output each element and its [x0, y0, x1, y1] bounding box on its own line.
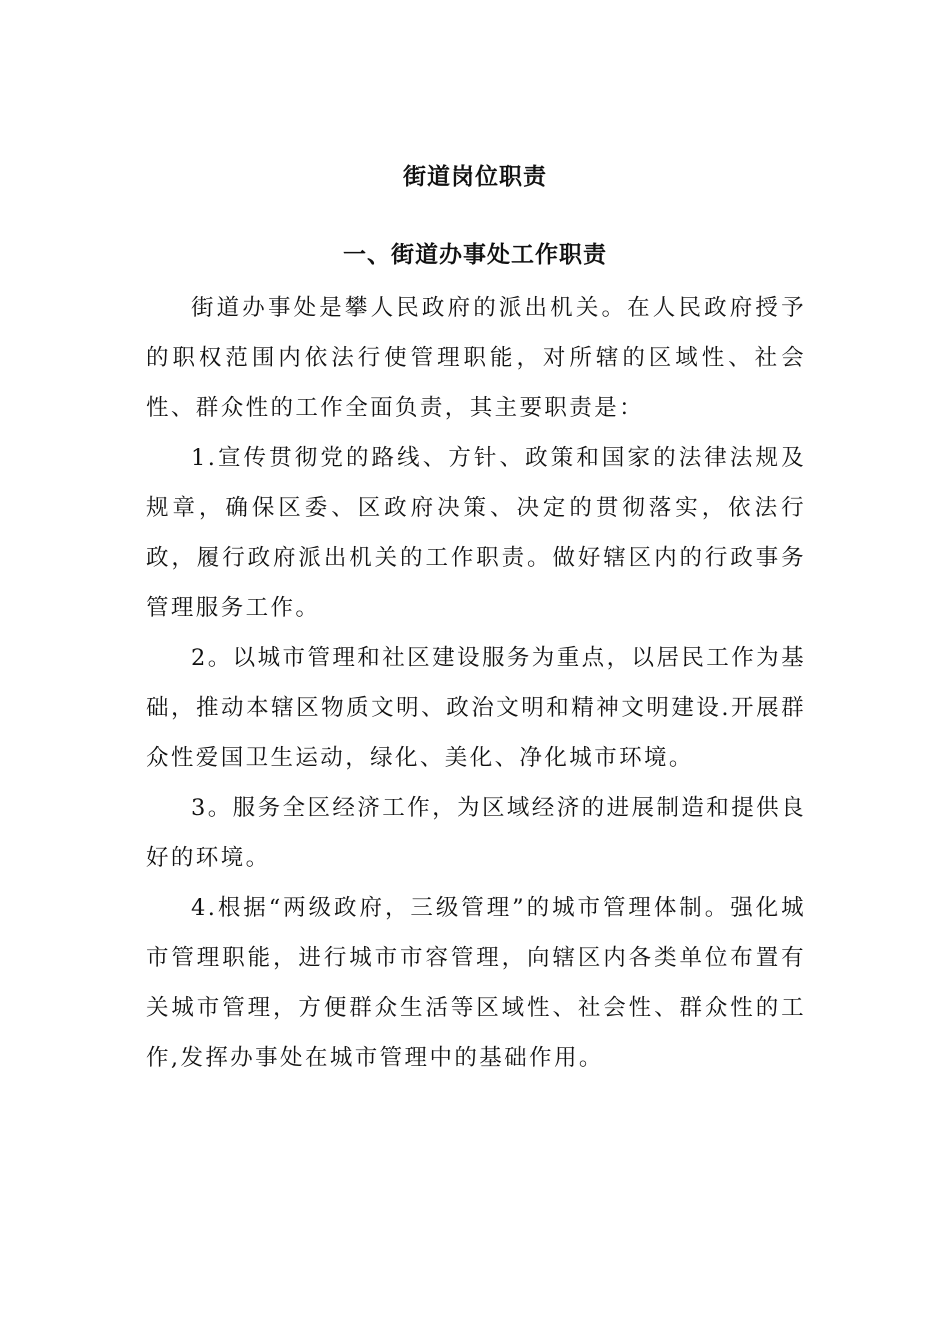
- document-title: 街道岗位职责: [403, 163, 547, 190]
- duty-item-1: 1.宣传贯彻党的路线、方针、政策和国家的法律法规及规章，确保区委、区政府决策、决定的贯彻落实，依法行政，履行政府派出机关的工作职责。做好辖区内的行政事务管理服务工作。: [146, 445, 806, 621]
- duty-item-2: 2。以城市管理和社区建设服务为重点，以居民工作为基础，推动本辖区物质文明、政治文明和精神文明建设.开展群众性爱国卫生运动，绿化、美化、净化城市环境。: [146, 645, 806, 771]
- duty-item-3: 3。服务全区经济工作，为区域经济的进展制造和提供良好的环境。: [146, 795, 806, 871]
- section-heading: 一、街道办事处工作职责: [343, 241, 607, 268]
- duty-item-4: 4.根据“两级政府，三级管理”的城市管理体制。强化城市管理职能，进行城市市容管理，向辖区内各类单位布置有关城市管理，方便群众生活等区域性、社会性、群众性的工作,发挥办事处在城市管理中的基础作用。: [146, 895, 806, 1071]
- document-body: [146, 283, 806, 1083]
- intro-paragraph: 街道办事处是攀人民政府的派出机关。在人民政府授予的职权范围内依法行使管理职能，对所辖的区域性、社会性、群众性的工作全面负责，其主要职责是：: [146, 295, 806, 421]
